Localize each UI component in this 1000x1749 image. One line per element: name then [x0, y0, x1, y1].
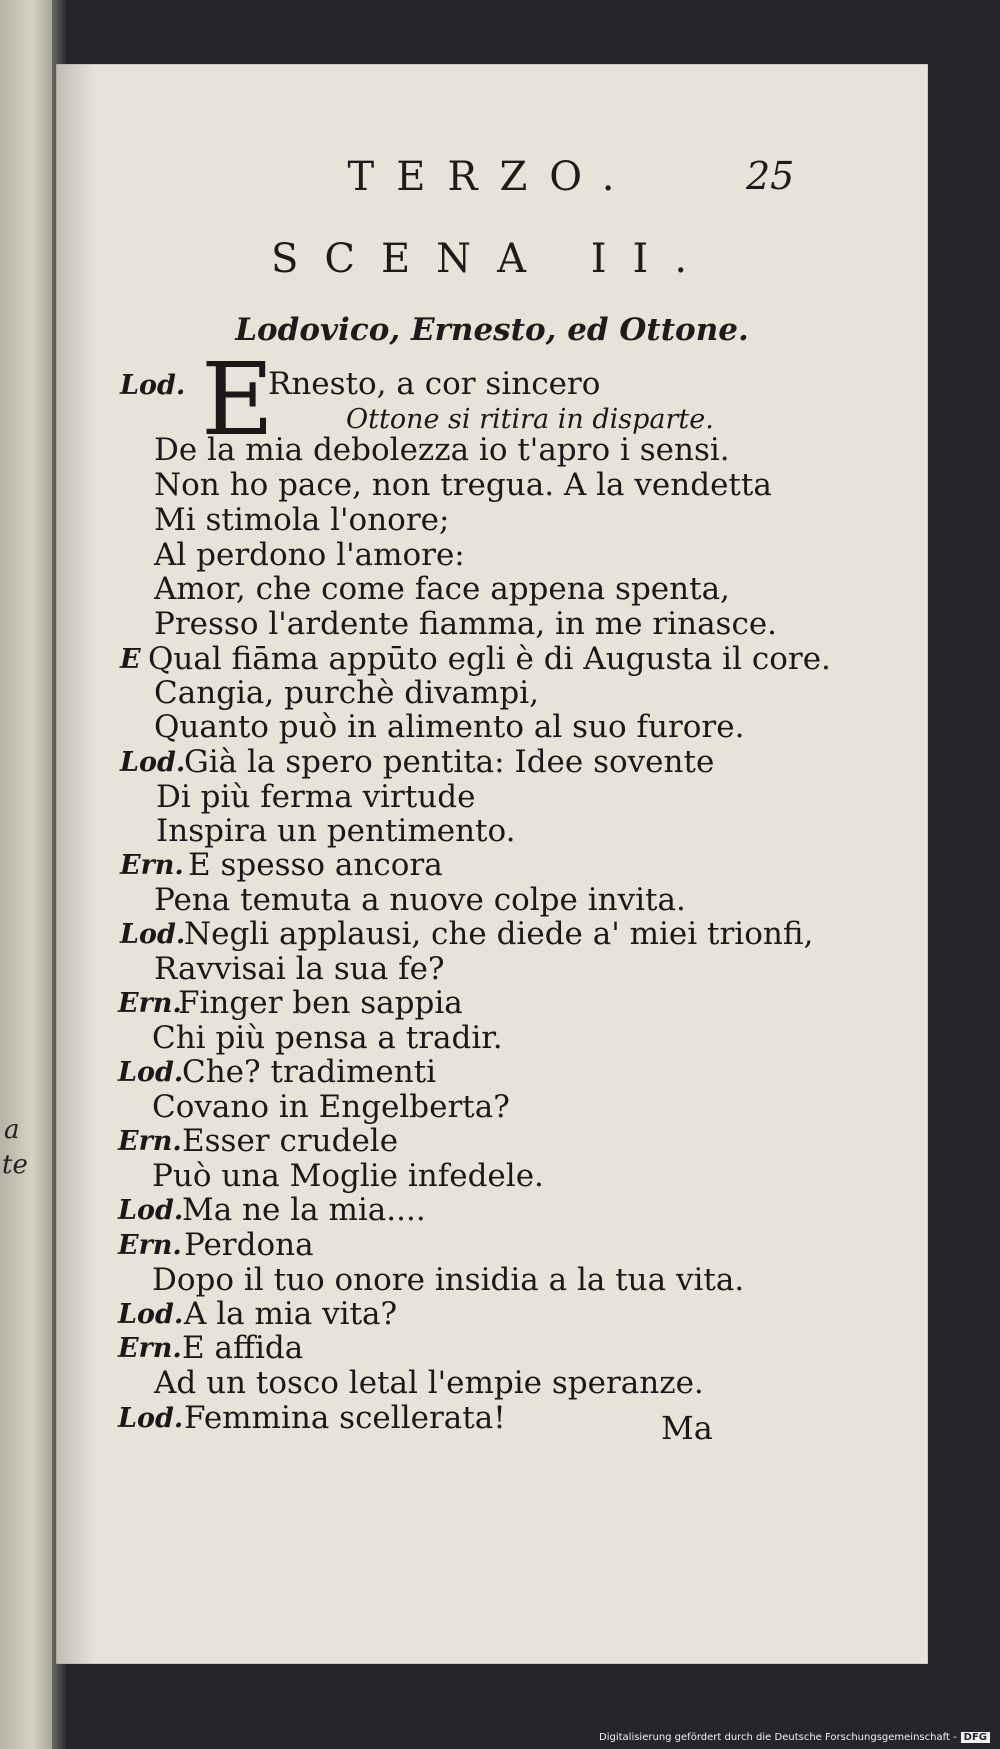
verse-line: Amor, che come face appena spenta,	[154, 571, 730, 607]
margin-mark: te	[2, 1150, 28, 1180]
verse-line: Chi più pensa a tradir.	[152, 1020, 503, 1056]
footer-text: Digitalisierung gefördert durch die Deutsche Forschungsgemeinschaft -	[599, 1732, 957, 1743]
speaker-label: Ern.	[118, 988, 182, 1019]
verse-line: Al perdono l'amore:	[154, 537, 465, 573]
catchword: Ma	[661, 1409, 713, 1447]
digitization-footer	[599, 1732, 990, 1743]
verse-line: Perdona	[184, 1227, 314, 1263]
verse-line: Qual fiāma appūto egli è di Augusta il core.	[148, 641, 831, 677]
speaker-label: Lod.	[120, 370, 186, 401]
previous-page-edge	[0, 0, 58, 1749]
verse-line: Non ho pace, non tregua. A la vendetta	[154, 467, 772, 503]
verse-line: Che? tradimenti	[182, 1054, 437, 1090]
running-head: TERZO.	[347, 154, 637, 200]
verse-line: E affida	[182, 1330, 304, 1366]
verse-line: Presso l'ardente fiamma, in me rinasce.	[154, 606, 778, 642]
verse-line: De la mia debolezza io t'apro i sensi.	[154, 432, 730, 468]
page-shadow	[56, 64, 96, 1664]
verse-line: Finger ben sappia	[178, 985, 463, 1021]
verse-line: Ma ne la mia....	[182, 1192, 426, 1228]
speaker-label: Ern.	[118, 1333, 182, 1364]
verse-line: Esser crudele	[182, 1123, 399, 1159]
dfg-logo-badge: DFG	[961, 1732, 990, 1743]
verse-line: Femmina scellerata!	[184, 1400, 506, 1436]
verse-line: E spesso ancora	[188, 847, 443, 883]
stage-direction: Ottone si ritira in disparte.	[346, 404, 714, 435]
verse-line: Di più ferma virtude	[156, 779, 476, 815]
verse-line: Mi stimola l'onore;	[154, 502, 450, 538]
verse-line: Rnesto, a cor sincero	[268, 366, 601, 402]
verse-line: A la mia vita?	[184, 1296, 398, 1332]
verse-line: Dopo il tuo onore insidia a la tua vita.	[152, 1262, 745, 1298]
page-number: 25	[746, 154, 795, 198]
speaker-label: Lod.	[118, 1057, 184, 1088]
verse-line: Covano in Engelberta?	[152, 1089, 510, 1125]
speaker-label: Lod.	[118, 1299, 184, 1330]
speaker-label: E	[120, 644, 141, 675]
verse-line: Quanto può in alimento al suo furore.	[154, 709, 745, 745]
verse-line: Ad un tosco letal l'empie speranze.	[154, 1365, 704, 1401]
speaker-label: Lod.	[120, 919, 186, 950]
verse-line: Ravvisai la sua fe?	[154, 951, 445, 987]
verse-line: Cangia, purchè divampi,	[154, 675, 540, 711]
verse-line: Negli applausi, che diede a' miei trionfi,	[184, 916, 814, 952]
scene-heading: SCENA II.	[270, 236, 714, 282]
speaker-label: Lod.	[118, 1195, 184, 1226]
character-list: Lodovico, Ernesto, ed Ottone.	[235, 312, 749, 348]
verse-line: Può una Moglie infedele.	[152, 1158, 544, 1194]
verse-line: Inspira un pentimento.	[156, 813, 516, 849]
speaker-label: Lod.	[118, 1403, 184, 1434]
speaker-label: Ern.	[120, 850, 184, 881]
verse-line: Già la spero pentita: Idee sovente	[184, 744, 715, 780]
speaker-label: Ern.	[118, 1230, 182, 1261]
book-page	[56, 64, 928, 1664]
speaker-label: Ern.	[118, 1126, 182, 1157]
margin-mark: a	[4, 1115, 20, 1145]
drop-initial: E	[201, 341, 274, 458]
speaker-label: Lod.	[120, 747, 186, 778]
verse-line: Pena temuta a nuove colpe invita.	[154, 882, 686, 918]
